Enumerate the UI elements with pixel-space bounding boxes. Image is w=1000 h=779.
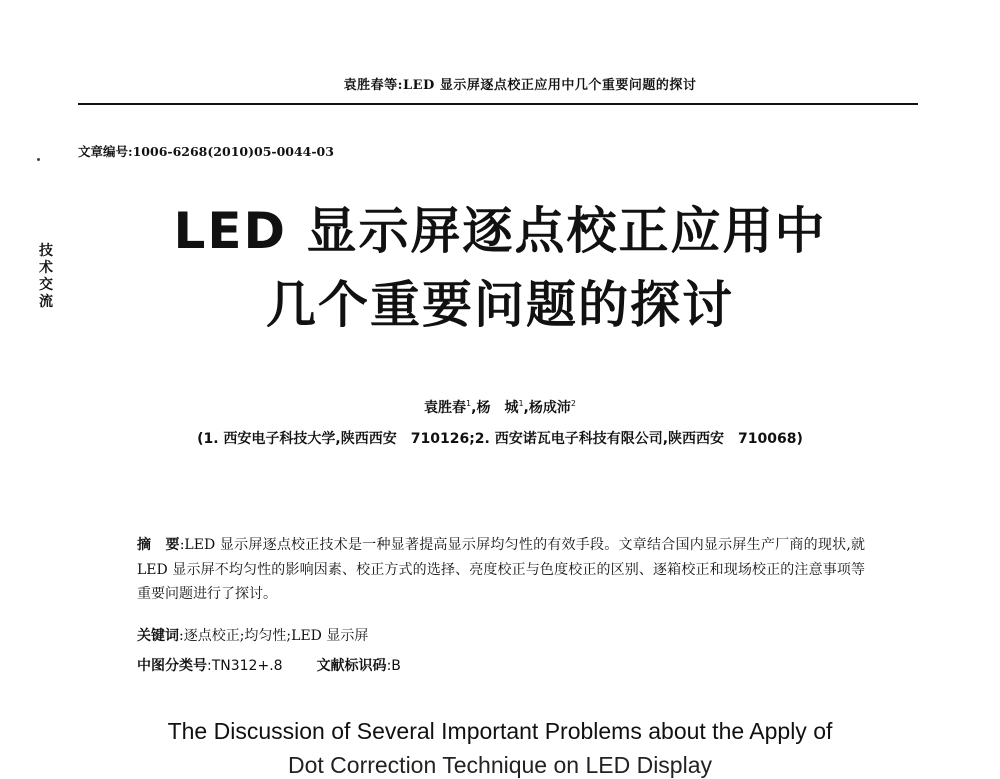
margin-dot [37,158,40,161]
author-3: 杨成沛 [528,400,571,416]
section-side-label: 技术交流 [39,243,53,310]
english-title-line-1: The Discussion of Several Important Problems about the Apply of [167,718,833,744]
keywords-text: :逐点校正;均匀性;LED 显示屏 [179,628,369,644]
affiliations: (1. 西安电子科技大学,陕西西安 710126;2. 西安诺瓦电子科技有限公司,陕西西安 710068) [197,431,803,447]
author-separator: , [471,400,477,416]
author-2-affil-mark: 1 [518,399,524,408]
article-number: 文章编号:1006-6268(2010)05-0044-03 [78,144,334,159]
paper-title-line-2: 几个重要问题的探讨 [266,276,734,334]
running-header: 袁胜春等:LED 显示屏逐点校正应用中几个重要问题的探讨 [343,78,697,93]
author-2: 杨 城 [476,400,519,416]
author-3-affil-mark: 2 [570,399,576,408]
keywords [137,625,368,645]
keywords-label: 关键词 [137,628,179,644]
clc-value: :TN312+.8 [207,658,283,674]
author-separator: , [523,400,529,416]
author-1: 袁胜春 [424,400,467,416]
doc-code-label: 文献标识码 [316,658,387,674]
abstract [137,533,865,607]
clc-label: 中图分类号 [137,658,207,674]
abstract-label: 摘 要 [137,537,180,553]
paper-title [100,194,900,342]
abstract-text: :LED 显示屏逐点校正技术是一种显著提高显示屏均匀性的有效手段。文章结合国内显示屏生产厂商的现状,就 LED 显示屏不均匀性的影响因素、校正方式的选择、亮度校正与色度校正的区别、逐箱校正和现场校正的注意事项等重要问题进行了探讨。 [137,537,866,602]
classification-codes [137,655,401,675]
paper-title-line-1: LED 显示屏逐点校正应用中 [173,202,827,260]
doc-code-value: :B [386,658,401,674]
author-list [100,397,900,417]
header-rule [78,103,918,105]
english-title-line-2: Dot Correction Technique on LED Display [287,752,713,778]
author-1-affil-mark: 1 [466,399,472,408]
